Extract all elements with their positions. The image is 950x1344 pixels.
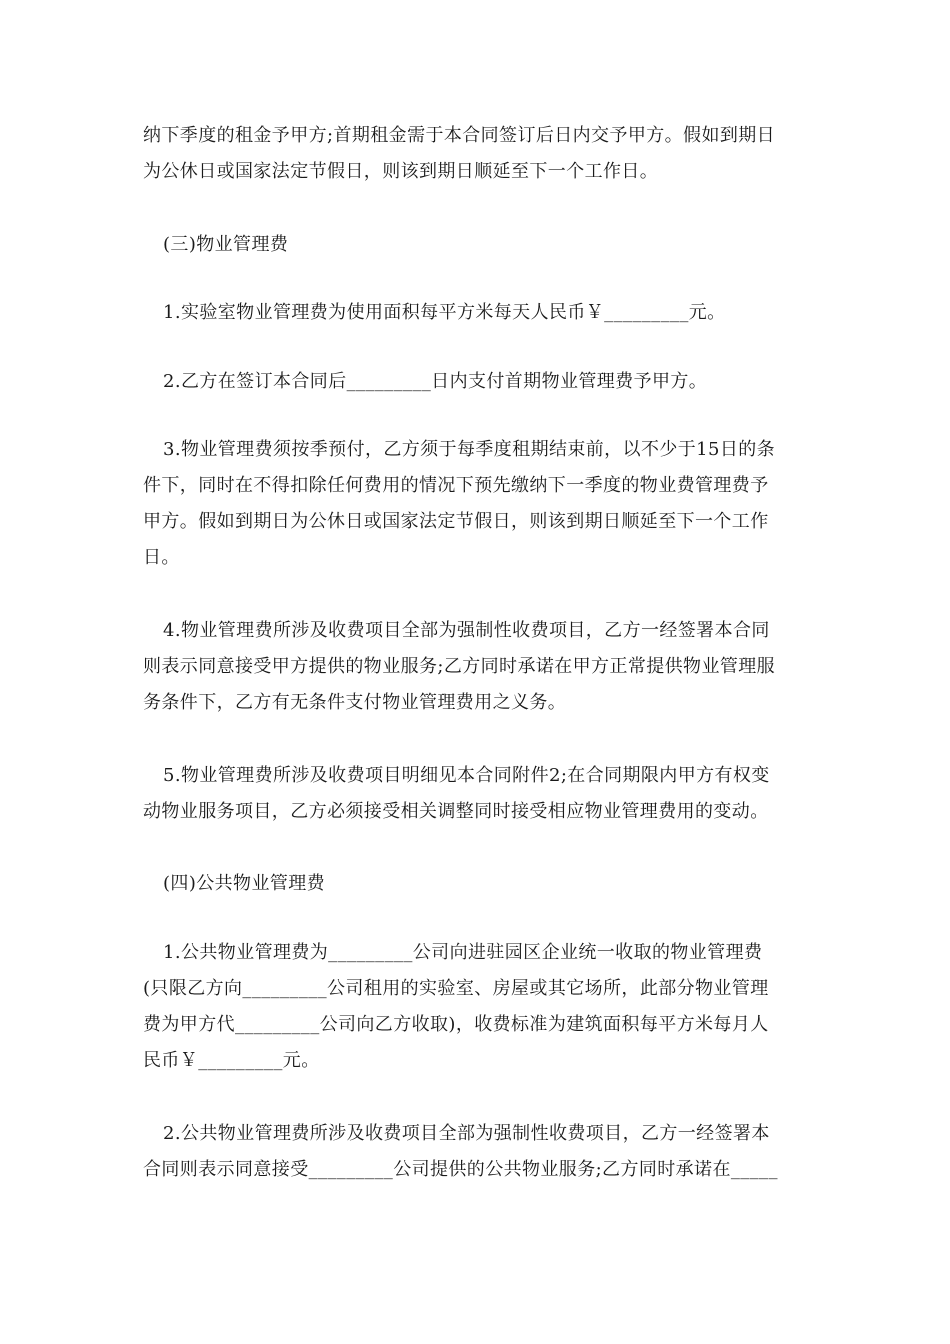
clause-line: (只限乙方向_________公司租用的实验室、房屋或其它场所，此部分物业管理 <box>143 978 769 999</box>
clause-line: 甲方。假如到期日为公休日或国家法定节假日，则该到期日顺延至下一个工作 <box>143 511 769 532</box>
clause-line: 2.公共物业管理费所涉及收费项目全部为强制性收费项目，乙方一经签署本 <box>163 1123 770 1144</box>
clause-line: 4.物业管理费所涉及收费项目全部为强制性收费项目，乙方一经签署本合同 <box>163 620 770 641</box>
clause-line: 3.物业管理费须按季预付，乙方须于每季度租期结束前，以不少于15日的条 <box>163 439 776 460</box>
clause-line: 2.乙方在签订本合同后_________日内支付首期物业管理费予甲方。 <box>163 371 708 392</box>
clause-line: 民币￥_________元。 <box>143 1050 320 1071</box>
clause-line: 动物业服务项目，乙方必须接受相关调整同时接受相应物业管理费用的变动。 <box>143 801 769 822</box>
clause-line: 1.实验室物业管理费为使用面积每平方米每天人民币￥_________元。 <box>163 302 726 323</box>
clause-line: 则表示同意接受甲方提供的物业服务;乙方同时承诺在甲方正常提供物业管理服 <box>143 656 776 677</box>
clause-line: 合同则表示同意接受_________公司提供的公共物业服务;乙方同时承诺在_____ <box>143 1159 778 1180</box>
clause-line: 1.公共物业管理费为_________公司向进驻园区企业统一收取的物业管理费 <box>163 942 763 963</box>
clause-line: 费为甲方代_________公司向乙方收取)，收费标准为建筑面积每平方米每月人 <box>143 1014 769 1035</box>
section-heading: (四)公共物业管理费 <box>163 873 326 894</box>
clause-line: 务条件下，乙方有无条件支付物业管理费用之义务。 <box>143 692 567 713</box>
clause-line: 件下，同时在不得扣除任何费用的情况下预先缴纳下一季度的物业费管理费予 <box>143 475 769 496</box>
section-heading: (三)物业管理费 <box>163 234 289 255</box>
paragraph-line: 纳下季度的租金予甲方;首期租金需于本合同签订后日内交予甲方。假如到期日 <box>143 125 776 146</box>
clause-line: 5.物业管理费所涉及收费项目明细见本合同附件2;在合同期限内甲方有权变 <box>163 765 770 786</box>
clause-line: 日。 <box>143 547 180 568</box>
paragraph-line: 为公休日或国家法定节假日，则该到期日顺延至下一个工作日。 <box>143 161 659 182</box>
